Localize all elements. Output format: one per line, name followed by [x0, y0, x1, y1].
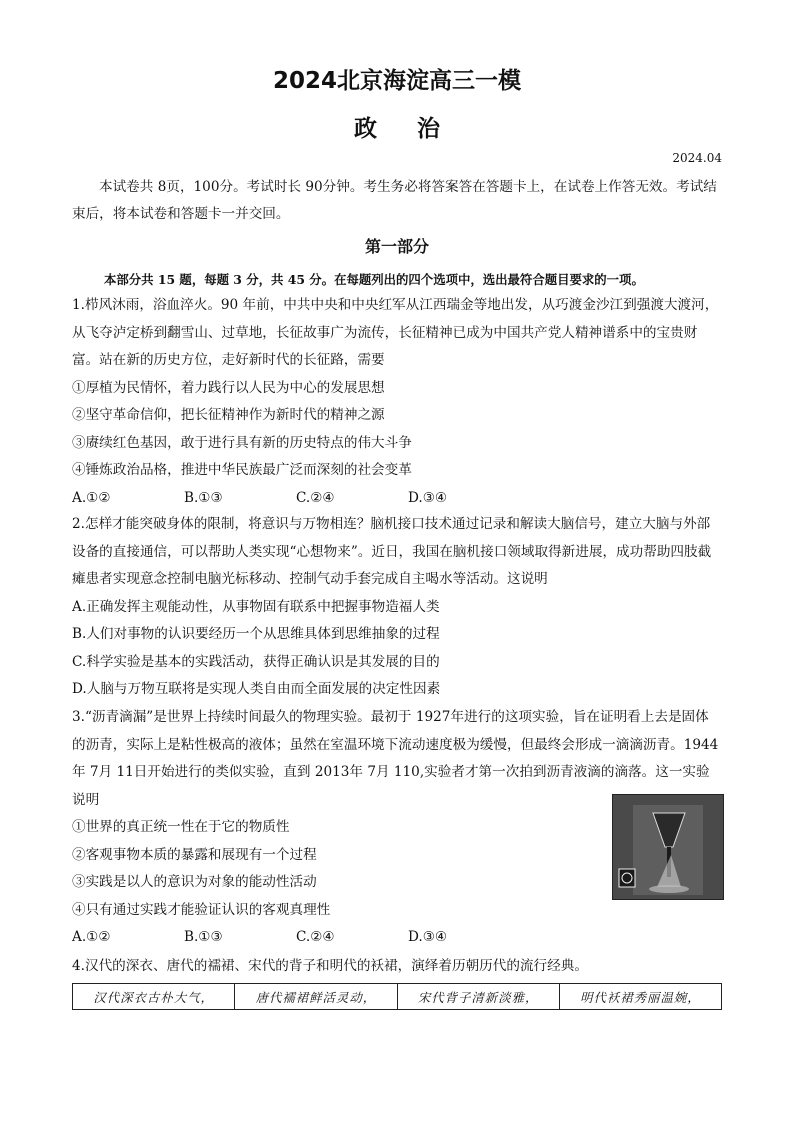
exam-date: 2024.04	[672, 151, 722, 165]
question-4	[72, 953, 722, 981]
subject-title: 政治	[354, 116, 480, 142]
option-a: A.①②	[72, 929, 111, 945]
table-cell: 明代袄裙秀丽温婉，	[580, 989, 701, 1005]
option-b: B.①③	[184, 929, 223, 945]
option-d: D.③④	[408, 489, 448, 506]
exam-title: 2024北京海淀高三一模	[272, 68, 521, 94]
question-2	[72, 511, 722, 704]
option-a: A.①②	[72, 489, 111, 506]
statement-item: ④锤炼政治品格，推进中华民族最广泛而深刻的社会变革	[72, 462, 412, 478]
option-a: A.正确发挥主观能动性，从事物固有联系中把握事物造福人类	[72, 598, 440, 615]
option-b: B.人们对事物的认识要经历一个从思维具体到思维抽象的过程	[72, 626, 440, 642]
statement-item: ③实践是以人的意识为对象的能动性活动	[72, 874, 317, 890]
part-instructions: 本部分共 15 题，每题 3 分，共 45 分。在每题列出的四个选项中，选出最符合题目要求的一项。	[104, 272, 644, 287]
option-c: C.科学实验是基本的实践活动，获得正确认识是其发展的目的	[72, 653, 440, 670]
table-cell: 汉代深衣古朴大气，	[73, 984, 235, 1009]
option-d: D.人脑与万物互联将是实现人类自由而全面发展的决定性因素	[72, 681, 441, 697]
statement-item: ①世界的真正统一性在于它的物质性	[72, 819, 290, 835]
question-1	[72, 292, 722, 512]
statement-item: ④只有通过实践才能验证认识的客观真理性	[72, 901, 331, 918]
statement-item: ②坚守革命信仰，把长征精神作为新时代的精神之源	[72, 407, 385, 423]
table-cell: 唐代襦裙鲜活灵动，	[235, 984, 397, 1009]
table-cell: 宋代背子清新淡雅，	[398, 984, 560, 1009]
statement-item: ①厚植为民情怀，着力践行以人民为中心的发展思想	[72, 379, 385, 396]
option-d: D.③④	[408, 929, 448, 945]
intro-paragraph: 本试卷共 8页，100分。考试时长 90分钟。考生务必将答案答在答题卡上，在试卷上作答无效。考试结束后，将本试卷和答题卡一并交回。	[72, 179, 717, 222]
answer-options	[72, 485, 722, 513]
question-stem: 4.汉代的深衣、唐代的襦裙、宋代的背子和明代的袄裙，演绎着历朝历代的流行经典。	[72, 958, 588, 974]
question-stem: 1.栉风沐雨，浴血淬火。90 年前，中共中央和中央红军从江西瑞金等地出发，从巧渡金沙江到强渡大渡河，从飞夺泸定桥到翻雪山、过草地，长征故事广为流传，长征精神已成为中国共产党人精神谱系中的宝贵财富。站在新的历史方位，走好新时代的长征路，需要	[72, 297, 719, 368]
question-stem: 3.“沥青滴漏”是世界上持续时间最久的物理实验。最初于 1927年进行的这项实验，旨在证明看上去是固体的沥青，实际上是粘性极高的液体；虽然在室温环境下流动速度极为缓慢，但最终会形成一滴滴沥青。1944年 7月 11日开始进行的类似实验，直到 2013年 7月 110,实验者才第一次拍到沥青液滴的滴落。这一实验说明	[72, 709, 719, 808]
fashion-table	[72, 983, 722, 1010]
option-c: C.②④	[296, 929, 335, 945]
part-title: 第一部分	[364, 237, 429, 256]
answer-options	[72, 924, 722, 952]
statement-item: ②客观事物本质的暴露和展现有一个过程	[72, 846, 317, 863]
option-c: C.②④	[296, 489, 335, 506]
pitch-drop-photo	[612, 794, 724, 900]
pitch-drop-icon	[613, 795, 723, 899]
statement-item: ③赓续红色基因，敢于进行具有新的历史特点的伟大斗争	[72, 434, 412, 451]
question-stem: 2.怎样才能突破身体的限制，将意识与万物相连？脑机接口技术通过记录和解读大脑信号，建立大脑与外部设备的直接通信，可以帮助人类实现“心想物来”。近日，我国在脑机接口领域取得新进展，成功帮助四肢截瘫患者实现意念控制电脑光标移动、控制气动手套完成自主喝水等活动。这说明	[72, 516, 712, 587]
option-b: B.①③	[184, 489, 223, 506]
